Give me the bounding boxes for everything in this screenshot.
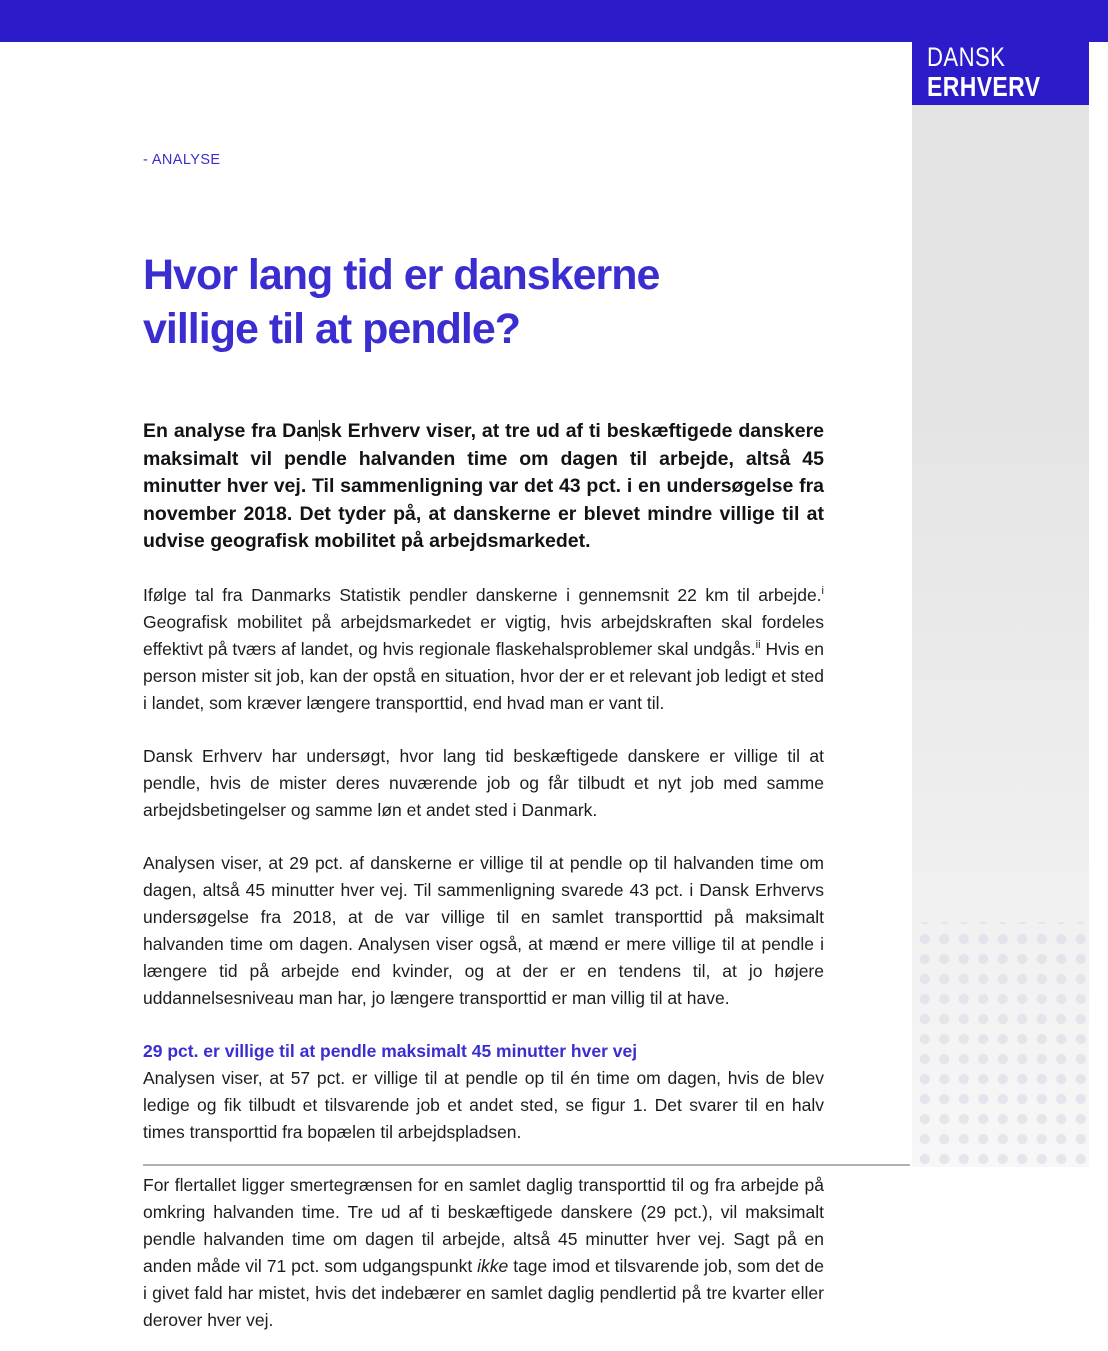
- body-paragraph-3: Analysen viser, at 29 pct. af danskerne er villige til at pendle op til halvanden time om dagen, altså 45 minutter hver vej. Til sammenligning svarede 43 pct. i Dansk Erhvervs undersøgelse fra 2018, at de var villige til en samlet transporttid på maksimalt halvanden time om dagen. Analysen viser også, at mænd er mere villige til at pendle i længere tid på arbejde end kvinder, og at der er en tendens til, at jo højere uddannelsesniveau man har, jo længere transporttid er man villig til at have.: [143, 852, 824, 1008]
- dansk-erhverv-logo: [912, 0, 1089, 105]
- body-paragraph-5: [143, 1172, 824, 1334]
- footnote-ref-ii: ii: [755, 638, 761, 651]
- footnote-ref-i: i: [821, 584, 824, 597]
- para1-text-b: Geografisk mobilitet på arbejdsmarkedet er vigtig, hvis arbejdskraften skal fordeles effektivt på tværs af landet, og hvis regionale flaskehalsproblemer skal undgås.: [143, 611, 824, 659]
- body-paragraph-2: Dansk Erhverv har undersøgt, hvor lang tid beskæftigede danskere er villige til at pendle, hvis de mister deres nuværende job og får tilbudt et nyt job med samme arbejdsbetingelser og samme løn et andet sted i Danmark.: [143, 745, 824, 820]
- logo-text-erhverv: ERHVERV: [927, 71, 1041, 102]
- page-title-line1: Hvor lang tid er danskerne: [143, 251, 660, 299]
- article-content: [143, 0, 824, 1351]
- section-subheading: 29 pct. er villige til at pendle maksimalt 45 minutter hver vej: [143, 1040, 638, 1061]
- para5-text-a: For flertallet ligger smertegrænsen for en samlet daglig transporttid til og fra arbejde på omkring halvanden time. Tre ud af ti beskæftigede danskere (29 pct.), vil maksimalt pendle halvanden time om dagen til arbejde, altså 45 minutter hver vej. Sagt på en anden måde vil 71 pct. som udgangspunkt: [143, 1174, 824, 1276]
- figure-top-border: [143, 1164, 910, 1166]
- intro-paragraph: [143, 418, 824, 556]
- para5-italic-word: ikke: [477, 1255, 509, 1276]
- logo-text-dansk: DANSK: [927, 42, 1006, 72]
- para1-text-c: Hvis en person mister sit job, kan der opstå en situation, hvor der er et relevant job ledigt et sted i landet, som kræver længere transporttid, end hvad man er vant til.: [143, 638, 825, 713]
- body-paragraph-4: Analysen viser, at 57 pct. er villige til at pendle op til én time om dagen, hvis de blev ledige og fik tilbudt et tilsvarende job et andet sted, se figur 1. Det svarer til en halv times transporttid fra bopælen til arbejdspladsen.: [143, 1067, 824, 1142]
- analyse-kicker: - ANALYSE: [143, 152, 221, 168]
- page-title: [143, 248, 824, 356]
- intro-text-after-caret: sk Erhverv viser, at tre ud af ti beskæftigede danskere maksimalt vil pendle halvanden time om dagen til arbejde, altså 45 minutter hver vej. Til sammenligning var det 43 pct. i en undersøgelse fra november 2018. Det tyder på, at danskerne er blevet mindre villige til at udvise geografisk mobilitet på arbejdsmarkedet.: [143, 420, 825, 552]
- para1-text-a: Ifølge tal fra Danmarks Statistik pendler danskerne i gennemsnit 22 km til arbejde.: [143, 584, 822, 605]
- page-title-line2: villige til at pendle?: [143, 305, 521, 353]
- para5-text-b: tage imod et tilsvarende job, som det de i givet fald har mistet, hvis det indebærer en samlet daglig pendlertid på tre kvarter eller derover hver vej.: [143, 1255, 824, 1330]
- sidebar-dot-pattern: [912, 922, 1089, 1167]
- intro-text-before-caret: En analyse fra Dan: [143, 420, 319, 442]
- right-sidebar: [912, 0, 1089, 1167]
- body-paragraph-1: [143, 582, 824, 717]
